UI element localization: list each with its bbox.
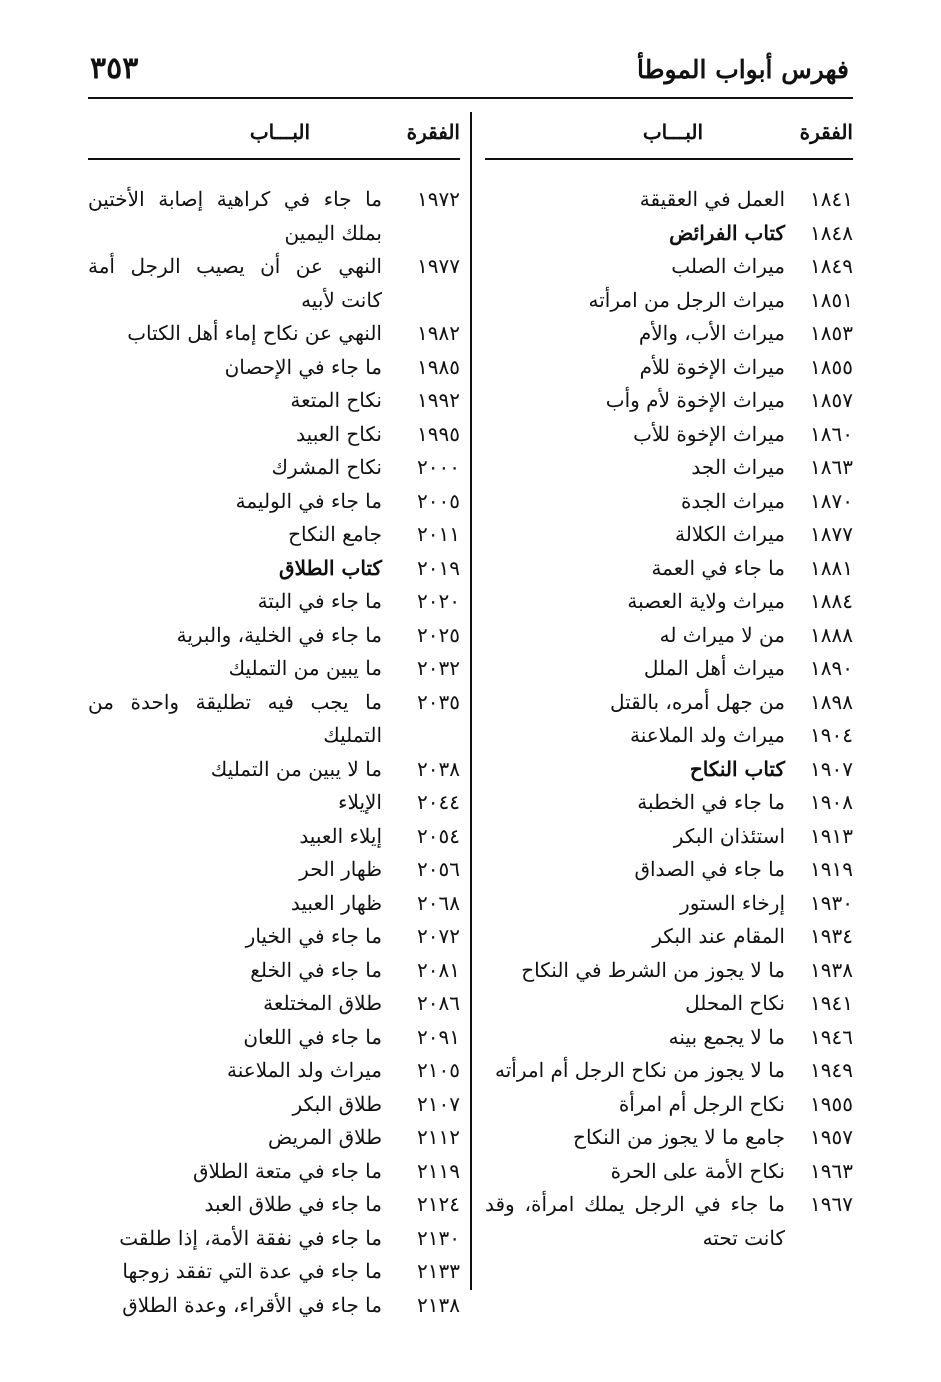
paragraph-number: ٢٠٣٥	[417, 689, 460, 714]
index-entry	[88, 954, 460, 988]
left-entries-list	[88, 183, 460, 1322]
index-entry	[88, 686, 460, 753]
paragraph-number: ٢٠٢٥	[417, 622, 460, 647]
index-entry	[88, 1255, 460, 1289]
index-entry	[485, 250, 853, 284]
index-entry	[88, 887, 460, 921]
index-entry	[485, 853, 853, 887]
chapter-title: طلاق المريض	[267, 1125, 382, 1149]
index-entry	[88, 384, 460, 418]
chapter-title: العمل في العقيقة	[639, 187, 785, 211]
chapter-title: ميراث ولاية العصبة	[627, 589, 785, 613]
chapter-title: نكاح الرجل أم امرأة	[618, 1091, 785, 1116]
index-entry	[485, 1155, 853, 1189]
paragraph-number: ١٨٥٣	[810, 321, 853, 345]
chapter-title: ما جاء في العمة	[651, 555, 785, 580]
chapter-title: ما جاء في الوليمة	[235, 488, 382, 513]
paragraph-number: ١٨٥٥	[810, 354, 853, 379]
paragraph-number: ٢١٣٣	[417, 1259, 460, 1283]
index-entry	[485, 485, 853, 519]
chapter-title: ما جاء في الخيار	[245, 924, 382, 948]
right-column-rule	[485, 158, 853, 160]
chapter-title: ما جاء في الخلية، والبرية	[176, 622, 382, 647]
index-entry	[485, 451, 853, 485]
chapter-title: ما جاء في الرجل يملك امرأة، وقد كانت تحته	[485, 1192, 785, 1250]
chapter-title: المقام عند البكر	[652, 924, 785, 948]
index-entry	[485, 1188, 853, 1255]
left-column-rule	[88, 158, 460, 160]
paragraph-number: ٢٠٦٨	[417, 890, 460, 915]
paragraph-number: ١٨٩٠	[810, 656, 853, 680]
paragraph-number: ١٩٤٩	[810, 1058, 853, 1082]
chapter-title: جامع ما لا يجوز من النكاح	[573, 1125, 785, 1149]
chapter-title: نكاح المشرك	[271, 455, 382, 479]
chapter-title: ميراث الإخوة لأم وأب	[605, 388, 785, 412]
paragraph-number: ١٩٣٨	[810, 957, 853, 982]
paragraph-number: ١٨٩٨	[810, 689, 853, 714]
index-entry	[88, 183, 460, 250]
paragraph-number: ١٩٥٥	[810, 1091, 853, 1116]
chapter-title: ميراث الأب، والأم	[638, 321, 785, 345]
index-entry	[88, 418, 460, 452]
chapter-title: الإيلاء	[338, 790, 382, 814]
chapter-title: طلاق البكر	[292, 1091, 382, 1116]
paragraph-number: ٢١١٢	[417, 1125, 460, 1149]
paragraph-number: ١٩٩٥	[417, 421, 460, 446]
index-entry	[88, 920, 460, 954]
index-entry	[485, 418, 853, 452]
paragraph-number: ٢٠٨٦	[417, 991, 460, 1015]
paragraph-number: ١٨٤٨	[810, 220, 853, 245]
paragraph-number: ٢١٢٤	[417, 1192, 460, 1216]
paragraph-number: ١٨٨٨	[810, 622, 853, 647]
chapter-title: استئذان البكر	[673, 823, 785, 848]
paragraph-number: ٢١٠٥	[417, 1058, 460, 1082]
chapter-title: ميراث الإخوة للأم	[639, 354, 785, 379]
paragraph-number: ١٩٣٠	[810, 890, 853, 915]
paragraph-number: ١٩٩٢	[417, 388, 460, 412]
index-entry	[88, 987, 460, 1021]
paragraph-number: ١٨٦٣	[810, 455, 853, 479]
chapter-title: ما جاء في عدة التي تفقد زوجها	[122, 1259, 382, 1283]
right-entries-list	[485, 183, 853, 1255]
chapter-title: ما جاء في نفقة الأمة، إذا طلقت	[119, 1225, 382, 1250]
page-header-title: فهرس أبواب الموطأ	[637, 55, 849, 84]
chapter-title: طلاق المختلعة	[263, 991, 382, 1015]
index-entry	[88, 1188, 460, 1222]
paragraph-number: ١٩٦٣	[810, 1158, 853, 1183]
chapter-title: إرخاء الستور	[680, 890, 785, 915]
chapter-title: كتاب الطلاق	[279, 555, 382, 580]
index-entry	[485, 1021, 853, 1055]
paragraph-number: ١٨٧٧	[810, 522, 853, 546]
chapter-title: نكاح الأمة على الحرة	[610, 1158, 785, 1183]
chapter-title: ما جاء في اللعان	[243, 1024, 382, 1049]
index-entry	[88, 1121, 460, 1155]
paragraph-number: ١٩٨٥	[417, 354, 460, 379]
chapter-title: كتاب النكاح	[689, 756, 785, 781]
index-entry	[485, 987, 853, 1021]
paragraph-number: ١٩٧٢	[417, 187, 460, 211]
chapter-title: ما جاء في الصداق	[634, 857, 785, 881]
paragraph-number: ٢٠٩١	[417, 1024, 460, 1049]
chapter-title: من لا ميراث له	[659, 622, 785, 647]
chapter-column-label: البـــاب	[249, 120, 310, 144]
paragraph-number: ١٩٤١	[810, 991, 853, 1015]
paragraph-number: ١٨٧٠	[810, 488, 853, 513]
paragraph-number: ١٩١٣	[810, 823, 853, 848]
index-entry	[88, 518, 460, 552]
index-entry	[88, 1088, 460, 1122]
chapter-title: ميراث الكلالة	[675, 522, 785, 546]
paragraph-number: ٢٠٨١	[417, 957, 460, 982]
chapter-title: نكاح المتعة	[290, 388, 382, 412]
paragraph-number: ٢٠٤٤	[417, 790, 460, 814]
chapter-title: ظهار الحر	[299, 857, 382, 881]
paragraph-number: ١٩٠٧	[810, 756, 853, 781]
index-entry	[88, 619, 460, 653]
chapter-title: ما لا يجوز من الشرط في النكاح	[521, 957, 785, 982]
chapter-title: إيلاء العبيد	[299, 823, 382, 848]
chapter-title: ما جاء في البتة	[257, 589, 382, 613]
paragraph-number: ١٨٨١	[810, 555, 853, 580]
paragraph-number: ٢٠٥٤	[417, 823, 460, 848]
paragraph-number: ١٩٠٨	[810, 790, 853, 814]
index-entry	[485, 719, 853, 753]
index-entry	[485, 786, 853, 820]
index-entry	[88, 351, 460, 385]
paragraph-number: ٢١٠٧	[417, 1091, 460, 1116]
chapter-title: ما جاء في الخلع	[250, 957, 382, 982]
paragraph-number: ١٩٠٤	[810, 723, 853, 747]
paragraph-number: ٢٠٥٦	[417, 857, 460, 881]
number-column-label: الفقرة	[799, 120, 853, 144]
paragraph-number: ١٩١٩	[810, 857, 853, 881]
paragraph-number: ١٩٨٢	[417, 321, 460, 345]
chapter-title: ما جاء في كراهية إصابة الأختين بملك اليمين	[88, 187, 382, 245]
paragraph-number: ١٩٥٧	[810, 1125, 853, 1149]
index-entry	[485, 317, 853, 351]
index-entry	[485, 518, 853, 552]
index-entry	[88, 652, 460, 686]
chapter-title: ميراث أهل الملل	[643, 656, 785, 680]
chapter-title: نكاح المحلل	[685, 991, 785, 1015]
chapter-column-label: البـــاب	[642, 120, 703, 144]
index-entry	[485, 351, 853, 385]
index-entry	[88, 485, 460, 519]
index-entry	[88, 250, 460, 317]
paragraph-number: ٢٠٠٠	[417, 455, 460, 479]
index-entry	[485, 954, 853, 988]
index-entry	[485, 1121, 853, 1155]
index-entry	[88, 1021, 460, 1055]
index-entry	[485, 284, 853, 318]
chapter-title: من جهل أمره، بالقتل	[609, 689, 785, 714]
chapter-title: ما لا يجمع بينه	[668, 1024, 785, 1049]
index-entry	[485, 552, 853, 586]
index-entry	[88, 317, 460, 351]
index-entry	[485, 920, 853, 954]
paragraph-number: ١٩٣٤	[810, 924, 853, 948]
chapter-title: النهي عن نكاح إماء أهل الكتاب	[127, 321, 382, 345]
chapter-title: ميراث الرجل من امرأته	[588, 287, 785, 312]
chapter-title: ميراث ولد الملاعنة	[630, 723, 785, 747]
index-entry	[88, 820, 460, 854]
right-column	[485, 0, 853, 1382]
column-divider	[470, 112, 472, 1290]
chapter-title: ما لا يجوز من نكاح الرجل أم امرأته	[494, 1058, 785, 1082]
paragraph-number: ١٨٥١	[810, 287, 853, 312]
index-entry	[88, 1222, 460, 1256]
number-column-label: الفقرة	[406, 120, 460, 144]
index-entry	[485, 887, 853, 921]
paragraph-number: ١٨٨٤	[810, 589, 853, 613]
paragraph-number: ١٨٤٩	[810, 254, 853, 278]
index-entry	[485, 585, 853, 619]
chapter-title: ما جاء في طلاق العبد	[204, 1192, 382, 1216]
chapter-title: كتاب الفرائض	[669, 220, 785, 245]
index-entry	[88, 585, 460, 619]
chapter-title: ما لا يبين من التمليك	[210, 756, 382, 781]
index-entry	[485, 1088, 853, 1122]
index-entry	[88, 552, 460, 586]
chapter-title: ميراث الجد	[691, 455, 785, 479]
paragraph-number: ١٨٤١	[810, 187, 853, 211]
index-entry	[88, 1054, 460, 1088]
index-entry	[485, 384, 853, 418]
paragraph-number: ٢٠١١	[417, 522, 460, 546]
chapter-title: النهي عن أن يصيب الرجل أمة كانت لأبيه	[88, 254, 382, 312]
index-entry	[88, 853, 460, 887]
chapter-title: ما يبين من التمليك	[228, 656, 382, 680]
chapter-title: ميراث الجدة	[680, 488, 785, 513]
index-entry	[485, 652, 853, 686]
index-entry	[485, 619, 853, 653]
page-number: ٣٥٣	[90, 51, 139, 86]
paragraph-number: ٢٠٣٨	[417, 756, 460, 781]
index-entry	[485, 686, 853, 720]
left-column-header	[88, 120, 460, 150]
paragraph-number: ٢١٣٠	[417, 1225, 460, 1250]
chapter-title: ميراث الإخوة للأب	[633, 421, 785, 446]
index-entry	[88, 451, 460, 485]
index-entry	[88, 1289, 460, 1323]
chapter-title: ما جاء في الإحصان	[224, 354, 382, 379]
chapter-title: ما يجب فيه تطليقة واحدة من التمليك	[88, 689, 382, 747]
paragraph-number: ٢٠٧٢	[417, 924, 460, 948]
paragraph-number: ١٩٧٧	[417, 254, 460, 278]
index-entry	[88, 786, 460, 820]
index-entry	[485, 753, 853, 787]
paragraph-number: ٢٠٣٢	[417, 656, 460, 680]
chapter-title: جامع النكاح	[288, 522, 382, 546]
paragraph-number: ١٨٦٠	[810, 421, 853, 446]
chapter-title: ما جاء في متعة الطلاق	[193, 1158, 382, 1183]
chapter-title: ما جاء في الخطبة	[637, 790, 785, 814]
paragraph-number: ١٨٥٧	[810, 388, 853, 412]
paragraph-number: ١٩٤٦	[810, 1024, 853, 1049]
right-column-header	[485, 120, 853, 150]
index-entry	[485, 217, 853, 251]
paragraph-number: ٢١٣٨	[417, 1292, 460, 1317]
paragraph-number: ٢٠٢٠	[417, 589, 460, 613]
index-entry	[485, 1054, 853, 1088]
paragraph-number: ٢٠٠٥	[417, 488, 460, 513]
chapter-title: ميراث ولد الملاعنة	[227, 1058, 382, 1082]
chapter-title: نكاح العبيد	[296, 421, 382, 446]
index-entry	[485, 183, 853, 217]
paragraph-number: ١٩٦٧	[810, 1192, 853, 1216]
paragraph-number: ٢٠١٩	[417, 555, 460, 580]
chapter-title: ما جاء في الأقراء، وعدة الطلاق	[122, 1292, 382, 1317]
index-entry	[88, 1155, 460, 1189]
chapter-title: ميراث الصلب	[671, 254, 785, 278]
index-entry	[485, 820, 853, 854]
left-column	[88, 0, 460, 1382]
chapter-title: ظهار العبيد	[290, 890, 382, 915]
paragraph-number: ٢١١٩	[417, 1158, 460, 1183]
index-entry	[88, 753, 460, 787]
